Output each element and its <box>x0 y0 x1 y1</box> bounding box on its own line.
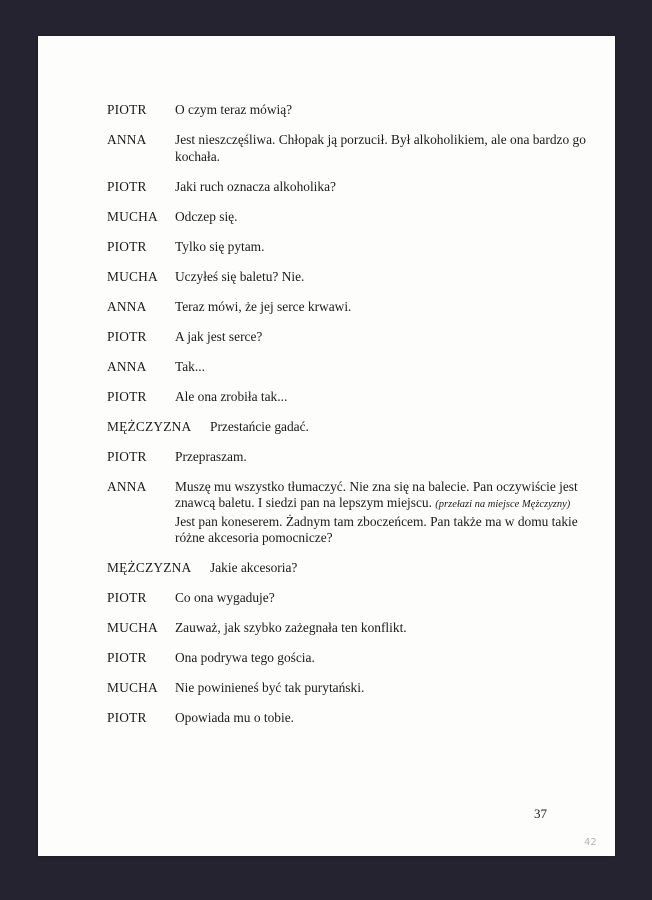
speaker-name: PIOTR <box>107 448 147 464</box>
dialogue-text: Ona podrywa tego gościa. <box>175 650 315 665</box>
speaker-name: PIOTR <box>107 650 147 665</box>
script-body <box>107 102 587 740</box>
dialogue-line <box>107 449 587 466</box>
dialogue-text: O czym teraz mówią? <box>175 102 293 117</box>
dialogue-text: Jest nieszczęśliwa. Chłopak ją porzucił. Był alkoholikiem, ale ona bardzo go kochała. <box>175 132 586 164</box>
speaker-name: MĘŻCZYZNA <box>107 418 192 434</box>
speaker-name: PIOTR <box>107 238 147 254</box>
dialogue-line <box>107 299 587 316</box>
speaker-name: PIOTR <box>107 102 147 117</box>
page-number: 37 <box>534 806 547 821</box>
dialogue-text-part: Muszę mu wszystko tłumaczyć. Nie zna się na balecie. Pan oczywiście jest znawcą baletu. I siedzi pan na lepszym miejscu. <box>175 478 578 510</box>
dialogue-text <box>175 479 587 547</box>
speaker-name: PIOTR <box>107 710 147 725</box>
speaker-name: MUCHA <box>107 268 158 284</box>
speaker-name: ANNA <box>107 478 147 494</box>
dialogue-text: Przepraszam. <box>175 448 247 464</box>
speaker-name: PIOTR <box>107 328 147 344</box>
dialogue-text: Teraz mówi, że jej serce krwawi. <box>175 298 352 314</box>
speaker-name: MUCHA <box>107 208 158 224</box>
dialogue-line <box>107 620 587 637</box>
dialogue-line <box>107 479 587 547</box>
dialogue-text: Jakie akcesoria? <box>210 560 298 575</box>
dialogue-line <box>107 132 587 165</box>
speaker-name: PIOTR <box>107 178 147 194</box>
speaker-name: MUCHA <box>107 680 158 695</box>
dialogue-line <box>107 209 587 226</box>
dialogue-line <box>107 389 587 406</box>
dialogue-line <box>107 680 587 697</box>
dialogue-text: Tak... <box>175 358 205 374</box>
dialogue-text: Tylko się pytam. <box>175 238 265 254</box>
speaker-name: MUCHA <box>107 620 158 635</box>
dialogue-text: Odczep się. <box>175 208 238 224</box>
dialogue-line <box>107 329 587 346</box>
dialogue-text: Ale ona zrobiła tak... <box>175 388 288 404</box>
stage-direction: (przełazi na miejsce Mężczyzny) <box>435 499 571 510</box>
dialogue-text: Nie powinieneś być tak purytański. <box>175 680 365 695</box>
dialogue-line <box>107 590 587 607</box>
dialogue-line <box>107 102 587 119</box>
dialogue-line <box>107 359 587 376</box>
dialogue-line <box>107 179 587 196</box>
dialogue-text: Jaki ruch oznacza alkoholika? <box>175 178 336 194</box>
speaker-name: PIOTR <box>107 388 147 404</box>
document-page <box>38 36 615 856</box>
dialogue-text: A jak jest serce? <box>175 328 263 344</box>
dialogue-line <box>107 560 587 577</box>
dialogue-text: Przestańcie gadać. <box>210 418 309 434</box>
dialogue-line <box>107 650 587 667</box>
dialogue-text: Co ona wygaduje? <box>175 590 275 605</box>
speaker-name: ANNA <box>107 298 147 314</box>
dialogue-text: Opowiada mu o tobie. <box>175 710 295 725</box>
speaker-name: ANNA <box>107 358 147 374</box>
dialogue-line <box>107 419 587 436</box>
pencil-page-mark: 42 <box>584 837 597 848</box>
dialogue-text: Uczyłeś się baletu? Nie. <box>175 268 305 284</box>
speaker-name: ANNA <box>107 132 147 147</box>
speaker-name: PIOTR <box>107 590 147 605</box>
dialogue-text-part: Jest pan koneserem. Żadnym tam zboczeńcem. Pan także ma w domu takie różne akcesoria pomocnicze? <box>175 513 578 545</box>
dialogue-text: Zauważ, jak szybko zażegnała ten konflikt. <box>175 620 407 635</box>
dialogue-line <box>107 239 587 256</box>
dialogue-line <box>107 710 587 727</box>
dialogue-line <box>107 269 587 286</box>
speaker-name: MĘŻCZYZNA <box>107 560 192 575</box>
